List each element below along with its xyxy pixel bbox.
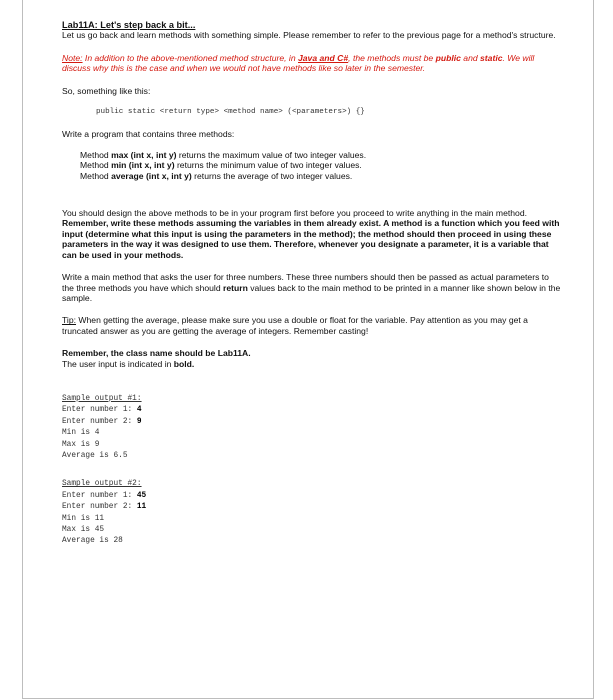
user-input-bold: bold. <box>173 358 195 369</box>
note-text-3: and <box>460 52 481 63</box>
sample-1-min: Min is 4 <box>62 429 100 438</box>
note-text-1: In addition to the above-mentioned method structure, in <box>82 52 298 63</box>
method-max <box>80 150 562 160</box>
design-bold-text: Remember, write these methods assuming the variables in them already exist. A method is a function which you feed with input (determine what this input is using the parameters in the method); the method should then proceed in using these parameters in the way it was designed to use them. Therefore, whenever you designate a parameter, it is a variable that can be used in your methods. <box>62 218 560 260</box>
sample-1-heading: Sample output #1: <box>62 394 142 403</box>
method-max-post: returns the maximum value of two integer values. <box>176 149 367 160</box>
tip-paragraph <box>62 315 562 336</box>
remember-text: Remember, the class name should be Lab11A. <box>62 348 251 359</box>
sample-1-input-1: 4 <box>136 406 142 415</box>
main-method-paragraph <box>62 272 562 303</box>
note-label: Note: <box>62 52 83 63</box>
sample-1-max: Max is 9 <box>62 440 100 449</box>
method-min <box>80 160 562 170</box>
sample-1-average: Average is 6.5 <box>62 451 128 460</box>
tip-text: When getting the average, please make sure you use a double or float for the variable. Pay attention as you may get a truncated answer as you are getting the average of integers. Remember casting! <box>62 315 528 336</box>
design-text: You should design the above methods to be in your program first before you proceed to write anything in the main method. <box>62 208 527 219</box>
sample-2-prompt-1: Enter number 1: <box>62 491 137 500</box>
method-average-sig: average (int x, int y) <box>111 170 192 181</box>
method-signature: public static <return type> <method name> (<parameters>) {} <box>96 108 365 117</box>
write-program-text: Write a program that contains three methods: <box>62 129 235 140</box>
method-average-post: returns the average of two integer values. <box>191 170 353 181</box>
sample-2-heading: Sample output #2: <box>62 480 142 489</box>
method-max-pre: Method <box>80 149 112 160</box>
user-input-text <box>62 359 562 369</box>
main-method-return: return <box>223 282 248 293</box>
main-method-text-1: Write a main method that asks the user for three numbers. These three numbers should then be passed as actual parameters to the three methods you have which should <box>62 272 549 293</box>
so-like-text: So, something like this: <box>62 85 151 96</box>
sample-1-line-1 <box>62 405 562 416</box>
note-text-2: , the methods must be <box>348 52 436 63</box>
tip-label: Tip: <box>62 315 77 326</box>
sample-output-1 <box>62 394 562 462</box>
method-average-pre: Method <box>80 170 112 181</box>
note-keyword-public: public <box>435 52 461 63</box>
design-paragraph <box>62 208 562 260</box>
method-min-post: returns the minimum value of two integer values. <box>174 160 362 171</box>
method-min-sig: min (int x, int y) <box>111 160 175 171</box>
lab-title: Lab11A: Let's step back a bit... <box>62 20 196 30</box>
note-text-4: . We will discuss why this is the case and when we would not have methods like so later in the semester. <box>62 52 535 74</box>
sample-1-line-2 <box>62 417 562 428</box>
sample-2-line-2 <box>62 502 562 513</box>
sample-1-prompt-2: Enter number 2: <box>62 417 137 426</box>
method-average <box>80 171 562 181</box>
sample-output-2 <box>62 479 562 547</box>
note-paragraph <box>62 53 562 74</box>
sample-2-input-1: 45 <box>136 491 147 500</box>
sample-2-prompt-2: Enter number 2: <box>62 503 137 512</box>
user-input-pre: The user input is indicated in <box>62 358 174 369</box>
document-content <box>62 20 562 548</box>
sample-2-input-2: 11 <box>136 503 147 512</box>
note-languages: Java and C# <box>298 52 349 63</box>
sample-1-prompt-1: Enter number 1: <box>62 406 137 415</box>
method-max-sig: max (int x, int y) <box>111 149 177 160</box>
main-method-text-2: values back to the main method to be printed in a manner like shown below in the sample. <box>62 282 561 303</box>
sample-2-min: Min is 11 <box>62 514 105 523</box>
note-keyword-static: static <box>480 52 503 63</box>
method-min-pre: Method <box>80 160 112 171</box>
intro-paragraph: Let us go back and learn methods with something simple. Please remember to refer to the previous page for a method's structure. <box>62 30 556 41</box>
sample-2-max: Max is 45 <box>62 526 105 534</box>
methods-list <box>62 150 562 181</box>
sample-1-input-2: 9 <box>136 417 142 426</box>
sample-2-line-1 <box>62 491 562 502</box>
sample-2-average: Average is 28 <box>62 537 123 546</box>
